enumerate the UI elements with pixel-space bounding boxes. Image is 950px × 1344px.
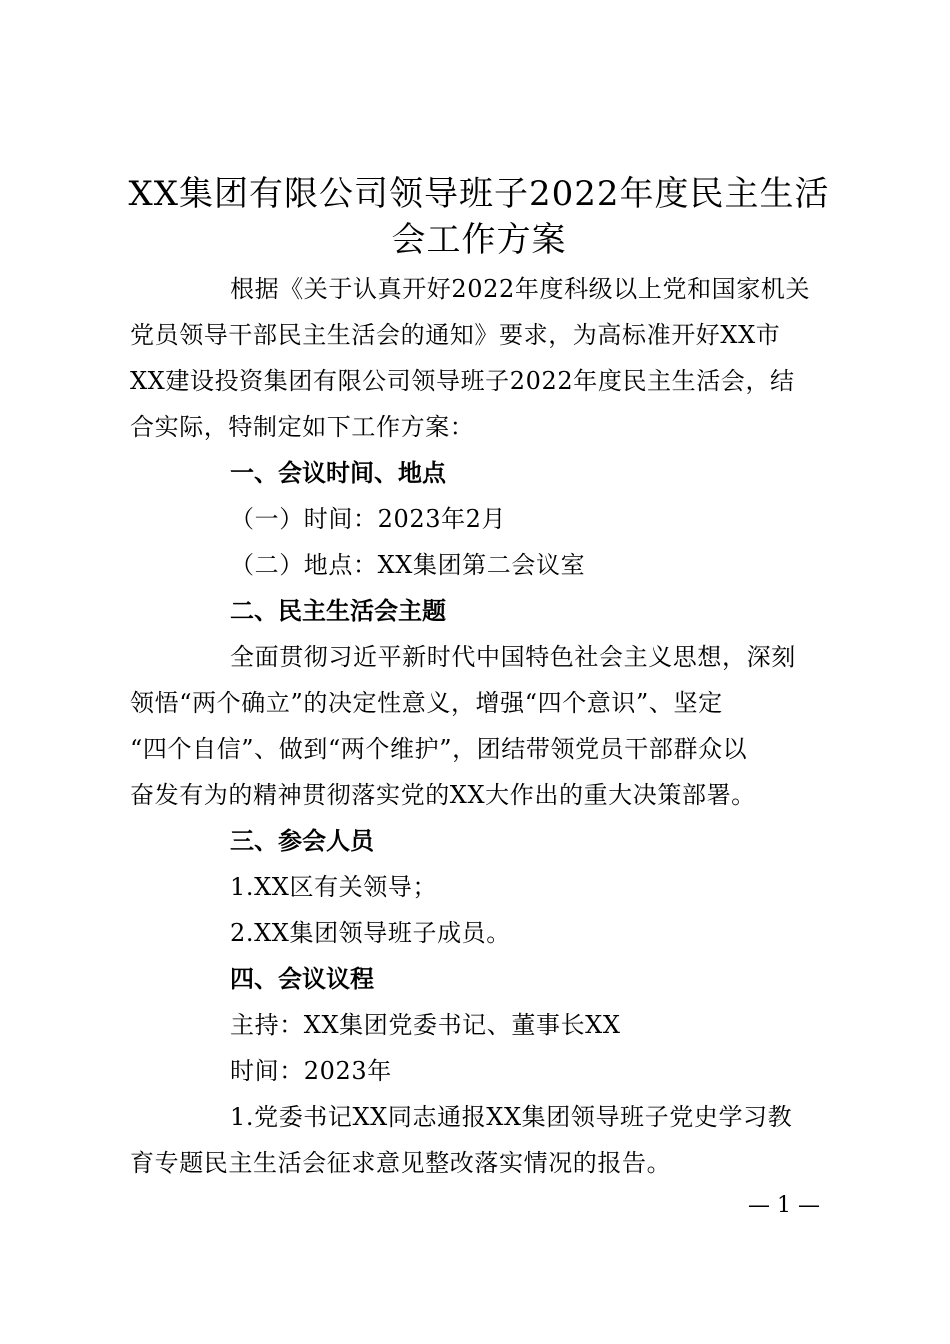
page-number: — 1 — <box>748 1193 820 1218</box>
intro-line-2: 党员领导干部民主生活会的通知》要求，为高标准开好XX市 <box>130 321 781 349</box>
section-heading-attendees: 三、参会人员 <box>230 827 374 855</box>
agenda-host: 主持：XX集团党委书记、董事长XX <box>230 1011 621 1039</box>
agenda-item-1-line-2: 育专题民主生活会征求意见整改落实情况的报告。 <box>130 1149 672 1177</box>
document-title-line-2: 会工作方案 <box>391 220 567 260</box>
intro-line-4: 合实际，特制定如下工作方案： <box>130 413 475 441</box>
section-heading-agenda: 四、会议议程 <box>230 965 374 993</box>
theme-line-4: 奋发有为的精神贯彻落实党的XX大作出的重大决策部署。 <box>130 781 756 809</box>
intro-line-1: 根据《关于认真开好2022年度科级以上党和国家机关 <box>230 275 811 303</box>
agenda-item-1-line-1: 1.党委书记XX同志通报XX集团领导班子党史学习教 <box>230 1103 793 1131</box>
attendee-item-1: 1.XX区有关领导； <box>230 873 438 901</box>
intro-line-3: XX建设投资集团有限公司领导班子2022年度民主生活会，结 <box>130 367 795 395</box>
theme-line-2: 领悟“两个确立”的决定性意义，增强“四个意识”、坚定 <box>130 689 723 717</box>
theme-line-1: 全面贯彻习近平新时代中国特色社会主义思想，深刻 <box>230 643 796 671</box>
document-title-line-1: XX集团有限公司领导班子2022年度民主生活 <box>128 174 830 214</box>
meeting-place: （二）地点：XX集团第二会议室 <box>230 551 586 579</box>
meeting-time: （一）时间：2023年2月 <box>230 505 507 533</box>
theme-line-3: “四个自信”、做到“两个维护”，团结带领党员干部群众以 <box>130 735 748 763</box>
agenda-time: 时间：2023年 <box>230 1057 392 1085</box>
section-heading-time-place: 一、会议时间、地点 <box>230 459 446 487</box>
section-heading-theme: 二、民主生活会主题 <box>230 597 446 625</box>
attendee-item-2: 2.XX集团领导班子成员。 <box>230 919 511 947</box>
